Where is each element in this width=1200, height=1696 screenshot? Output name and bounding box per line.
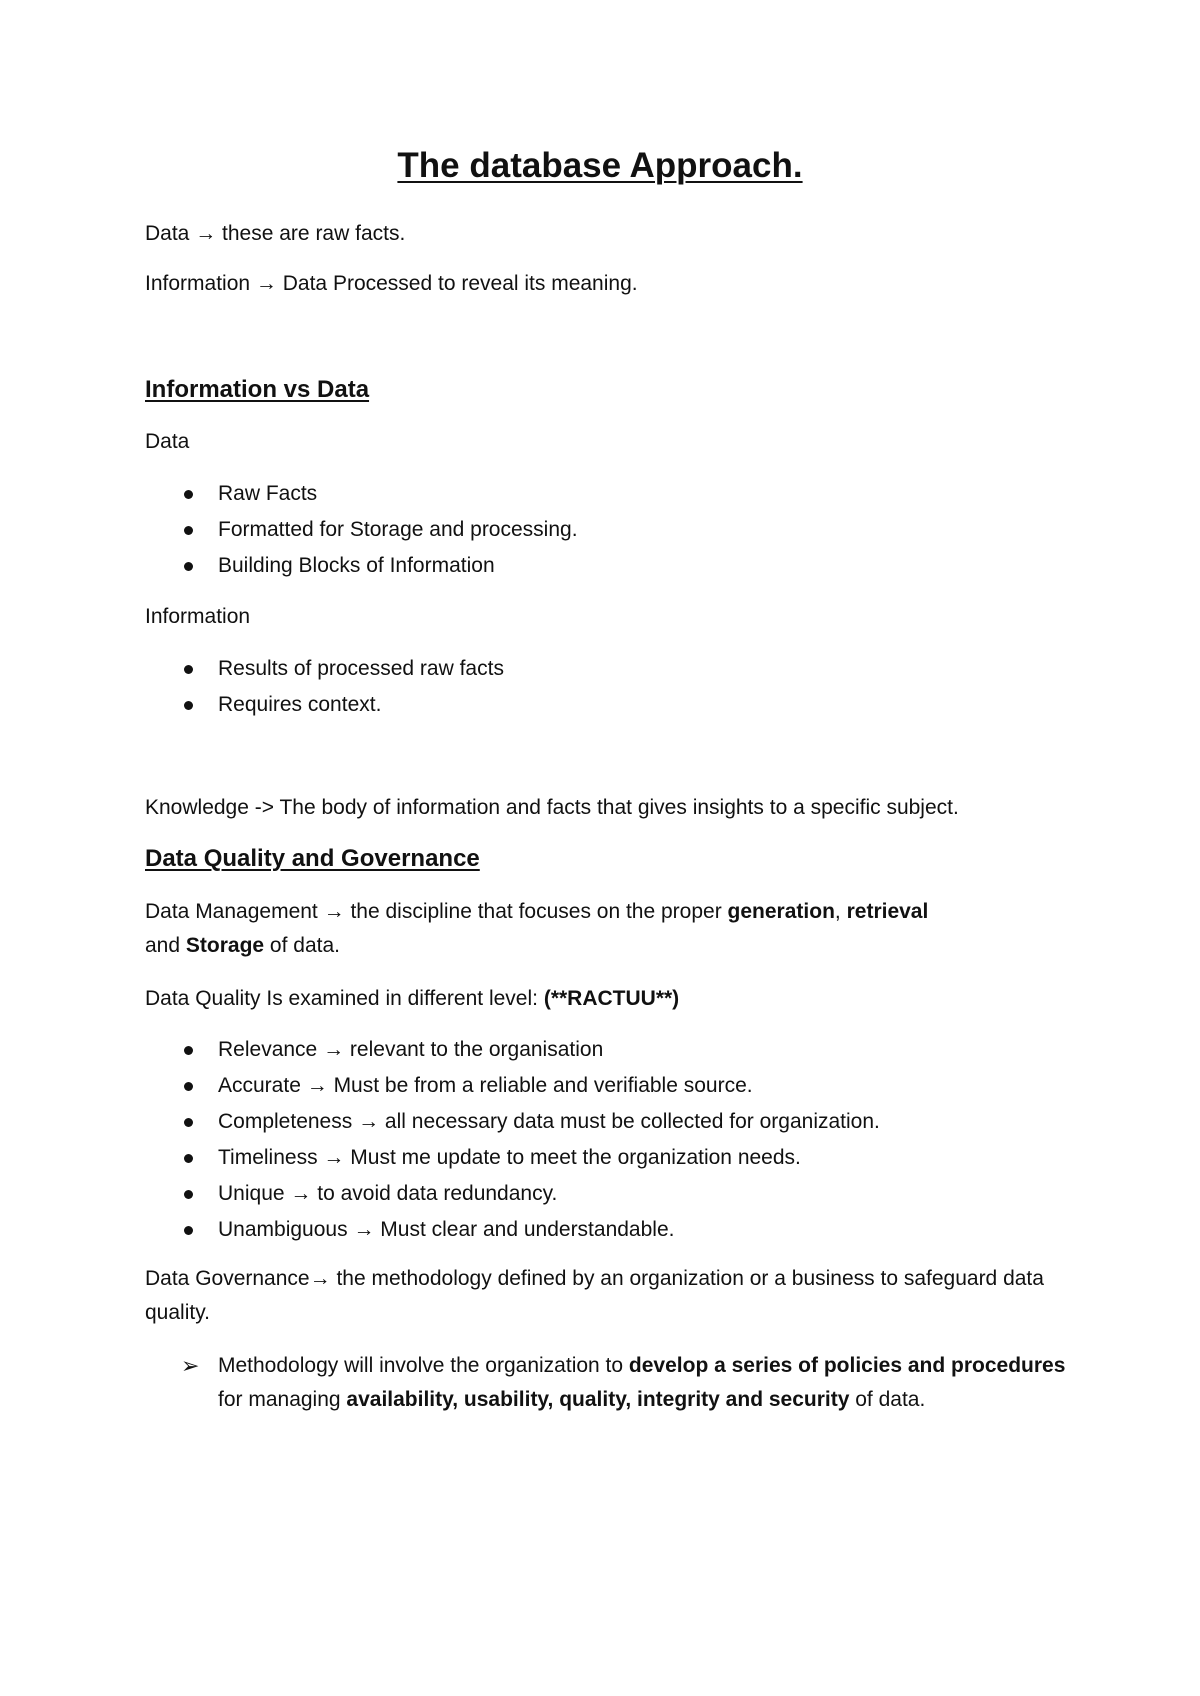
arrow-icon: → [323,900,345,923]
knowledge-definition: Knowledge -> The body of information and facts that gives insights to a specific subject. [145,796,959,819]
data-definition: Data → these are raw facts. [145,222,406,245]
bullet-icon [184,1082,193,1091]
list-item: Unique → to avoid data redundancy. [218,1177,557,1211]
data-governance-definition: Data Governance→ the methodology defined by an organization or a business to safeguard data quality. [145,1267,1044,1324]
bullet-icon [184,665,193,674]
list-item: Timeliness → Must me update to meet the organization needs. [218,1141,801,1175]
section-heading-data-quality: Data Quality and Governance [145,845,480,872]
data-management-definition: Data Management → the discipline that focuses on the proper generation, retrieval and Storage of data. [145,900,929,957]
list-item: Formatted for Storage and processing. [218,513,578,547]
list-item: Building Blocks of Information [218,549,495,583]
arrowhead-bullet-icon: ➢ [181,1353,200,1378]
information-definition: Information → Data Processed to reveal its meaning. [145,272,638,295]
methodology-item: ➢ Methodology will involve the organization to develop a series of policies and procedures for managing availability, usability, quality, integrity and security of data. [181,1353,1066,1411]
bullet-icon [184,1226,193,1235]
bullet-icon [184,1154,193,1163]
list-item: Raw Facts [218,477,317,511]
bullet-icon [184,526,193,535]
page-title: The database Approach. [397,146,803,185]
list-item: Unambiguous → Must clear and understandable. [218,1213,674,1247]
section-heading-info-vs-data: Information vs Data [145,376,370,403]
bullet-icon [184,1190,193,1199]
arrow-icon: → [195,222,217,245]
arrow-icon: → [353,1218,375,1241]
arrow-icon: → [323,1038,345,1061]
data-label: Data [145,430,190,453]
bullet-icon [184,701,193,710]
bullet-icon [184,562,193,571]
list-item: Results of processed raw facts [218,652,504,686]
arrow-icon: → [309,1267,331,1290]
arrow-icon: → [306,1074,328,1097]
arrow-icon: → [358,1110,380,1133]
arrow-icon: → [255,272,277,295]
bullet-icon [184,1118,193,1127]
list-item: Completeness → all necessary data must be collected for organization. [218,1105,880,1139]
list-item: Accurate → Must be from a reliable and verifiable source. [218,1069,753,1103]
list-item: Relevance → relevant to the organisation [218,1033,603,1067]
list-item: Requires context. [218,688,381,722]
information-label: Information [145,605,251,628]
data-quality-intro: Data Quality Is examined in different level: (**RACTUU**) [145,987,680,1010]
bullet-icon [184,490,193,499]
bullet-icon [184,1046,193,1055]
arrow-icon: → [323,1146,345,1169]
arrow-icon: → [290,1182,312,1205]
